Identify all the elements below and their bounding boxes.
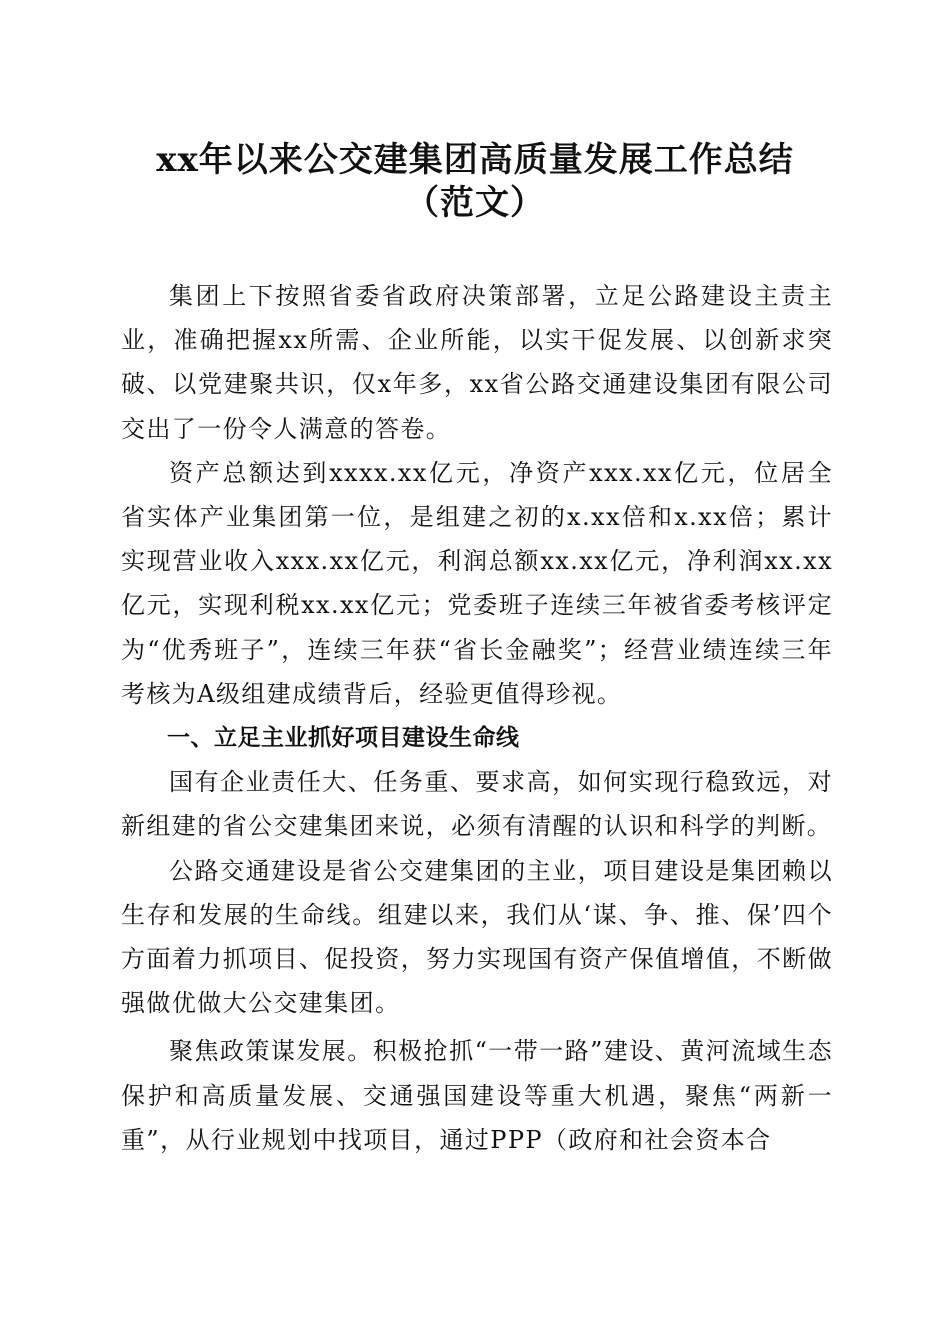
paragraph-section1-3: 聚焦政策谋发展。积极抢抓“一带一路”建设、黄河流域生态保护和高质量发展、交通强国建设等重大机遇，聚焦“两新一重”，从行业规划中找项目，通过PPP（政府和社会资本合 xyxy=(121,1037,833,1154)
paragraph-section1-2: 公路交通建设是省公交建集团的主业，项目建设是集团赖以生存和发展的生命线。组建以来，我们从‘谋、争、推、保’四个方面着力抓项目、促投资，努力实现国有资产保值增值，不断做强做优做大公交建集团。 xyxy=(121,856,833,1018)
paragraph-achievements: 资产总额达到xxxx.xx亿元，净资产xxx.xx亿元，位居全省实体产业集团第一位，是组建之初的x.xx倍和x.xx倍；累计实现营业收入xxx.xx亿元，利润总额xx.xx亿元，净利润xx.xx亿元，实现利税xx.xx亿元；党委班子连续三年被省委考核评定为“优秀班子”，连续三年获“省长金融奖”；经营业绩连续三年考核为A级组建成绩背后，经验更值得珍视。 xyxy=(121,458,833,708)
document-title: xx年以来公交建集团高质量发展工作总结 xyxy=(156,140,794,180)
section-heading-1: 一、立足主业抓好项目建设生命线 xyxy=(167,725,520,752)
paragraph-intro: 集团上下按照省委省政府决策部署，立足公路建设主责主业，准确把握xx所需、企业所能，以实干促发展、以创新求突破、以党建聚共识，仅x年多，xx省公路交通建设集团有限公司交出了一份令人满意的答卷。 xyxy=(121,282,833,443)
document-body xyxy=(121,274,833,1162)
document-subtitle: （范文） xyxy=(405,183,545,223)
paragraph-section1-1: 国有企业责任大、任务重、要求高，如何实现行稳致远，对新组建的省公交建集团来说，必须有清醒的认识和科学的判断。 xyxy=(121,768,833,841)
